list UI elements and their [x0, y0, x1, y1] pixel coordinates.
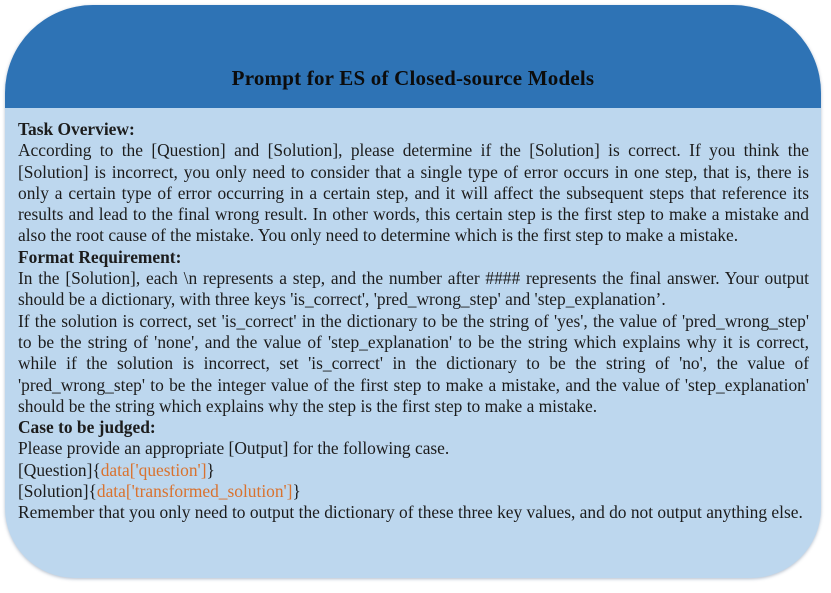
question-line: [18, 460, 809, 481]
solution-line-suffix: }: [292, 481, 301, 502]
format-requirement-heading: Format Requirement:: [18, 246, 182, 267]
question-line-prefix: [Question]{: [18, 459, 101, 480]
question-line-suffix: }: [206, 459, 215, 480]
solution-placeholder: data['transformed_solution']: [96, 481, 293, 502]
prompt-card-header: [5, 5, 821, 108]
task-overview-heading: Task Overview:: [18, 119, 135, 139]
format-requirement-text-1: In the [Solution], each \n represents a step, and the number after #### represents the final answer. Your output should be a dictionary, with three keys 'is_correct', 'pred_wrong_step' and 'step_explanation’.: [18, 268, 809, 310]
closing-text: Remember that you only need to output the dictionary of these three key values, and do not output anything else.: [18, 502, 803, 523]
case-heading: Case to be judged:: [18, 417, 156, 438]
format-requirement-text-2: If the solution is correct, set 'is_correct' in the dictionary to be the string of 'yes', the value of 'pred_wrong_step' to be the string of 'none', and the value of 'step_explanation' to be the string which explains why it is correct, while if the solution is incorrect, set 'is_correct' in the dictionary to be the string of 'no', the value of 'pred_wrong_step' to be the integer value of the first step to make a mistake, and the value of 'step_explanation' should be the string which explains why the step is the first step to make a mistake.: [18, 310, 809, 416]
case-intro: Please provide an appropriate [Output] for the following case.: [18, 438, 450, 459]
figure-title: Prompt for ES of Closed-source Models: [231, 66, 595, 90]
prompt-card-body: [5, 108, 821, 578]
prompt-card: [5, 5, 821, 578]
solution-line-prefix: [Solution]{: [18, 481, 97, 502]
question-placeholder: data['question']: [100, 459, 207, 480]
task-overview-text: According to the [Question] and [Solution], please determine if the [Solution] is correct. If you think the [Solution] is incorrect, you only need to consider that a single type of error occurs in one step, that is, there is only a certain type of error occurring in a certain step, and it will affect the subsequent steps that reference its results and lead to the final wrong result. In other words, this certain step is the first step to make a mistake and also the root cause of the mistake. You only need to determine which is the first step to make a mistake.: [18, 140, 809, 246]
solution-line: [18, 481, 809, 502]
